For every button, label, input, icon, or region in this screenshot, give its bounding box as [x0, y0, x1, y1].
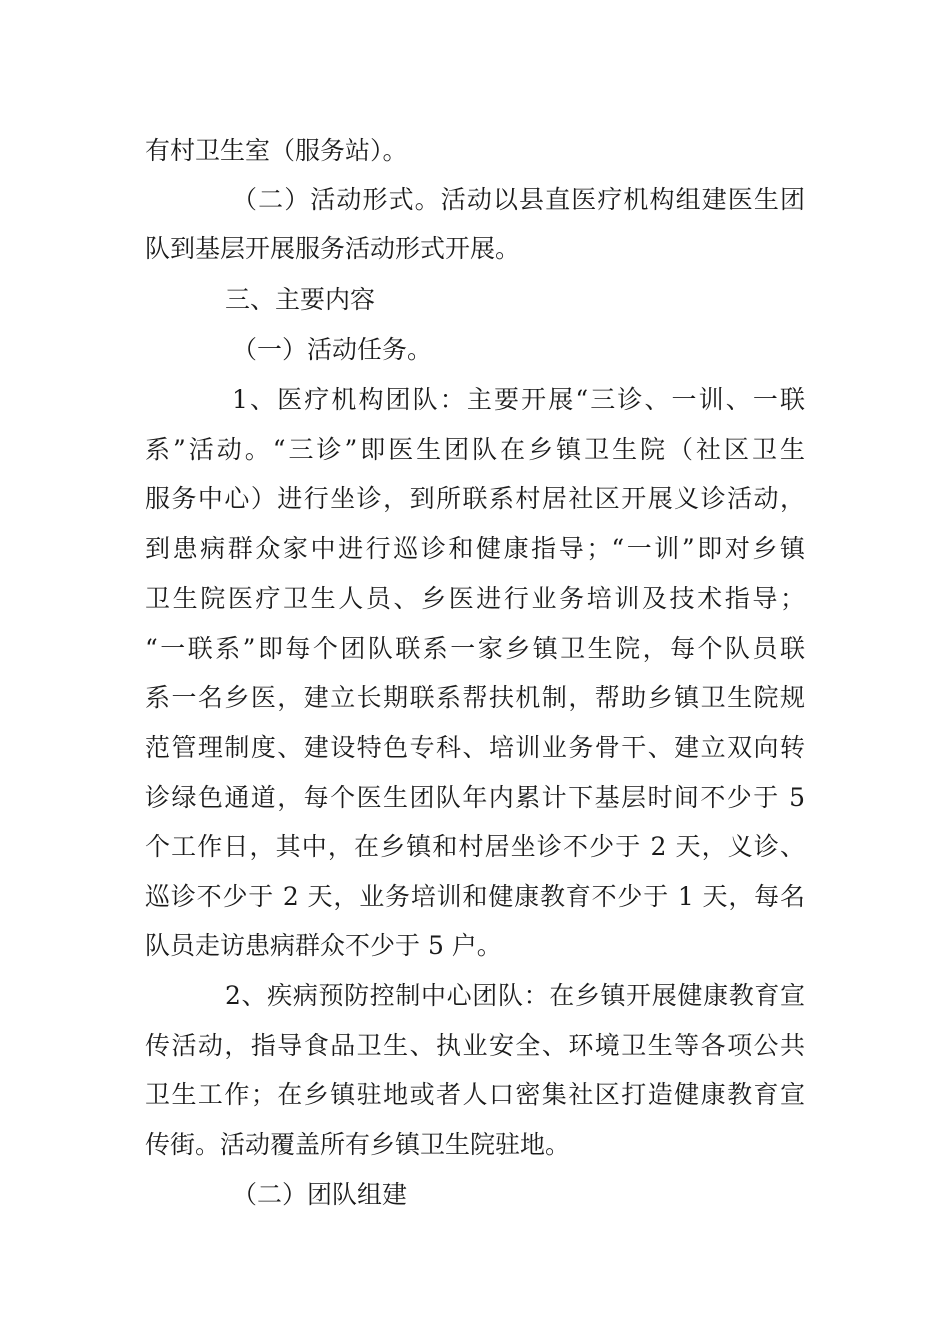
- text-line: 队到基层开展服务活动形式开展。: [145, 234, 521, 263]
- text-line: 卫生院医疗卫生人员、乡医进行业务培训及技术指导；: [145, 584, 805, 613]
- text-line: 诊绿色通道，每个医生团队年内累计下基层时间不少于 5: [145, 783, 805, 812]
- text-line: 系”活动。“三诊”即医生团队在乡镇卫生院（社区卫生: [145, 435, 805, 464]
- text-line: 个工作日，其中，在乡镇和村居坐诊不少于 2 天，义诊、: [145, 832, 805, 861]
- text-line: 服务中心）进行坐诊，到所联系村居社区开展义诊活动，: [145, 484, 805, 513]
- text-line: 卫生工作；在乡镇驻地或者人口密集社区打造健康教育宣: [145, 1080, 805, 1109]
- text-line: 传活动，指导食品卫生、执业安全、环境卫生等各项公共: [145, 1031, 805, 1060]
- text-line: 有村卫生室（服务站）。: [145, 136, 408, 165]
- text-line: （二）活动形式。活动以县直医疗机构组建医生团: [232, 185, 805, 214]
- text-line: “一联系”即每个团队联系一家乡镇卫生院，每个队员联: [145, 634, 805, 663]
- subsection-heading: （一）活动任务。: [232, 335, 433, 364]
- text-line: 范管理制度、建设特色专科、培训业务骨干、建立双向转: [145, 733, 805, 762]
- subsection-heading: （二）团队组建: [232, 1180, 408, 1209]
- text-line: 到患病群众家中进行巡诊和健康指导；“一训”即对乡镇: [145, 534, 805, 563]
- section-heading: 三、主要内容: [225, 285, 376, 314]
- text-line: 巡诊不少于 2 天，业务培训和健康教育不少于 1 天，每名: [145, 882, 805, 911]
- text-line: 队员走访患病群众不少于 5 户。: [145, 931, 502, 960]
- text-line: 传街。活动覆盖所有乡镇卫生院驻地。: [145, 1130, 571, 1159]
- text-line: 系一名乡医，建立长期联系帮扶机制，帮助乡镇卫生院规: [145, 683, 805, 712]
- text-line: 1、医疗机构团队：主要开展“三诊、一训、一联: [232, 385, 805, 414]
- text-line: 2、疾病预防控制中心团队：在乡镇开展健康教育宣: [225, 981, 805, 1010]
